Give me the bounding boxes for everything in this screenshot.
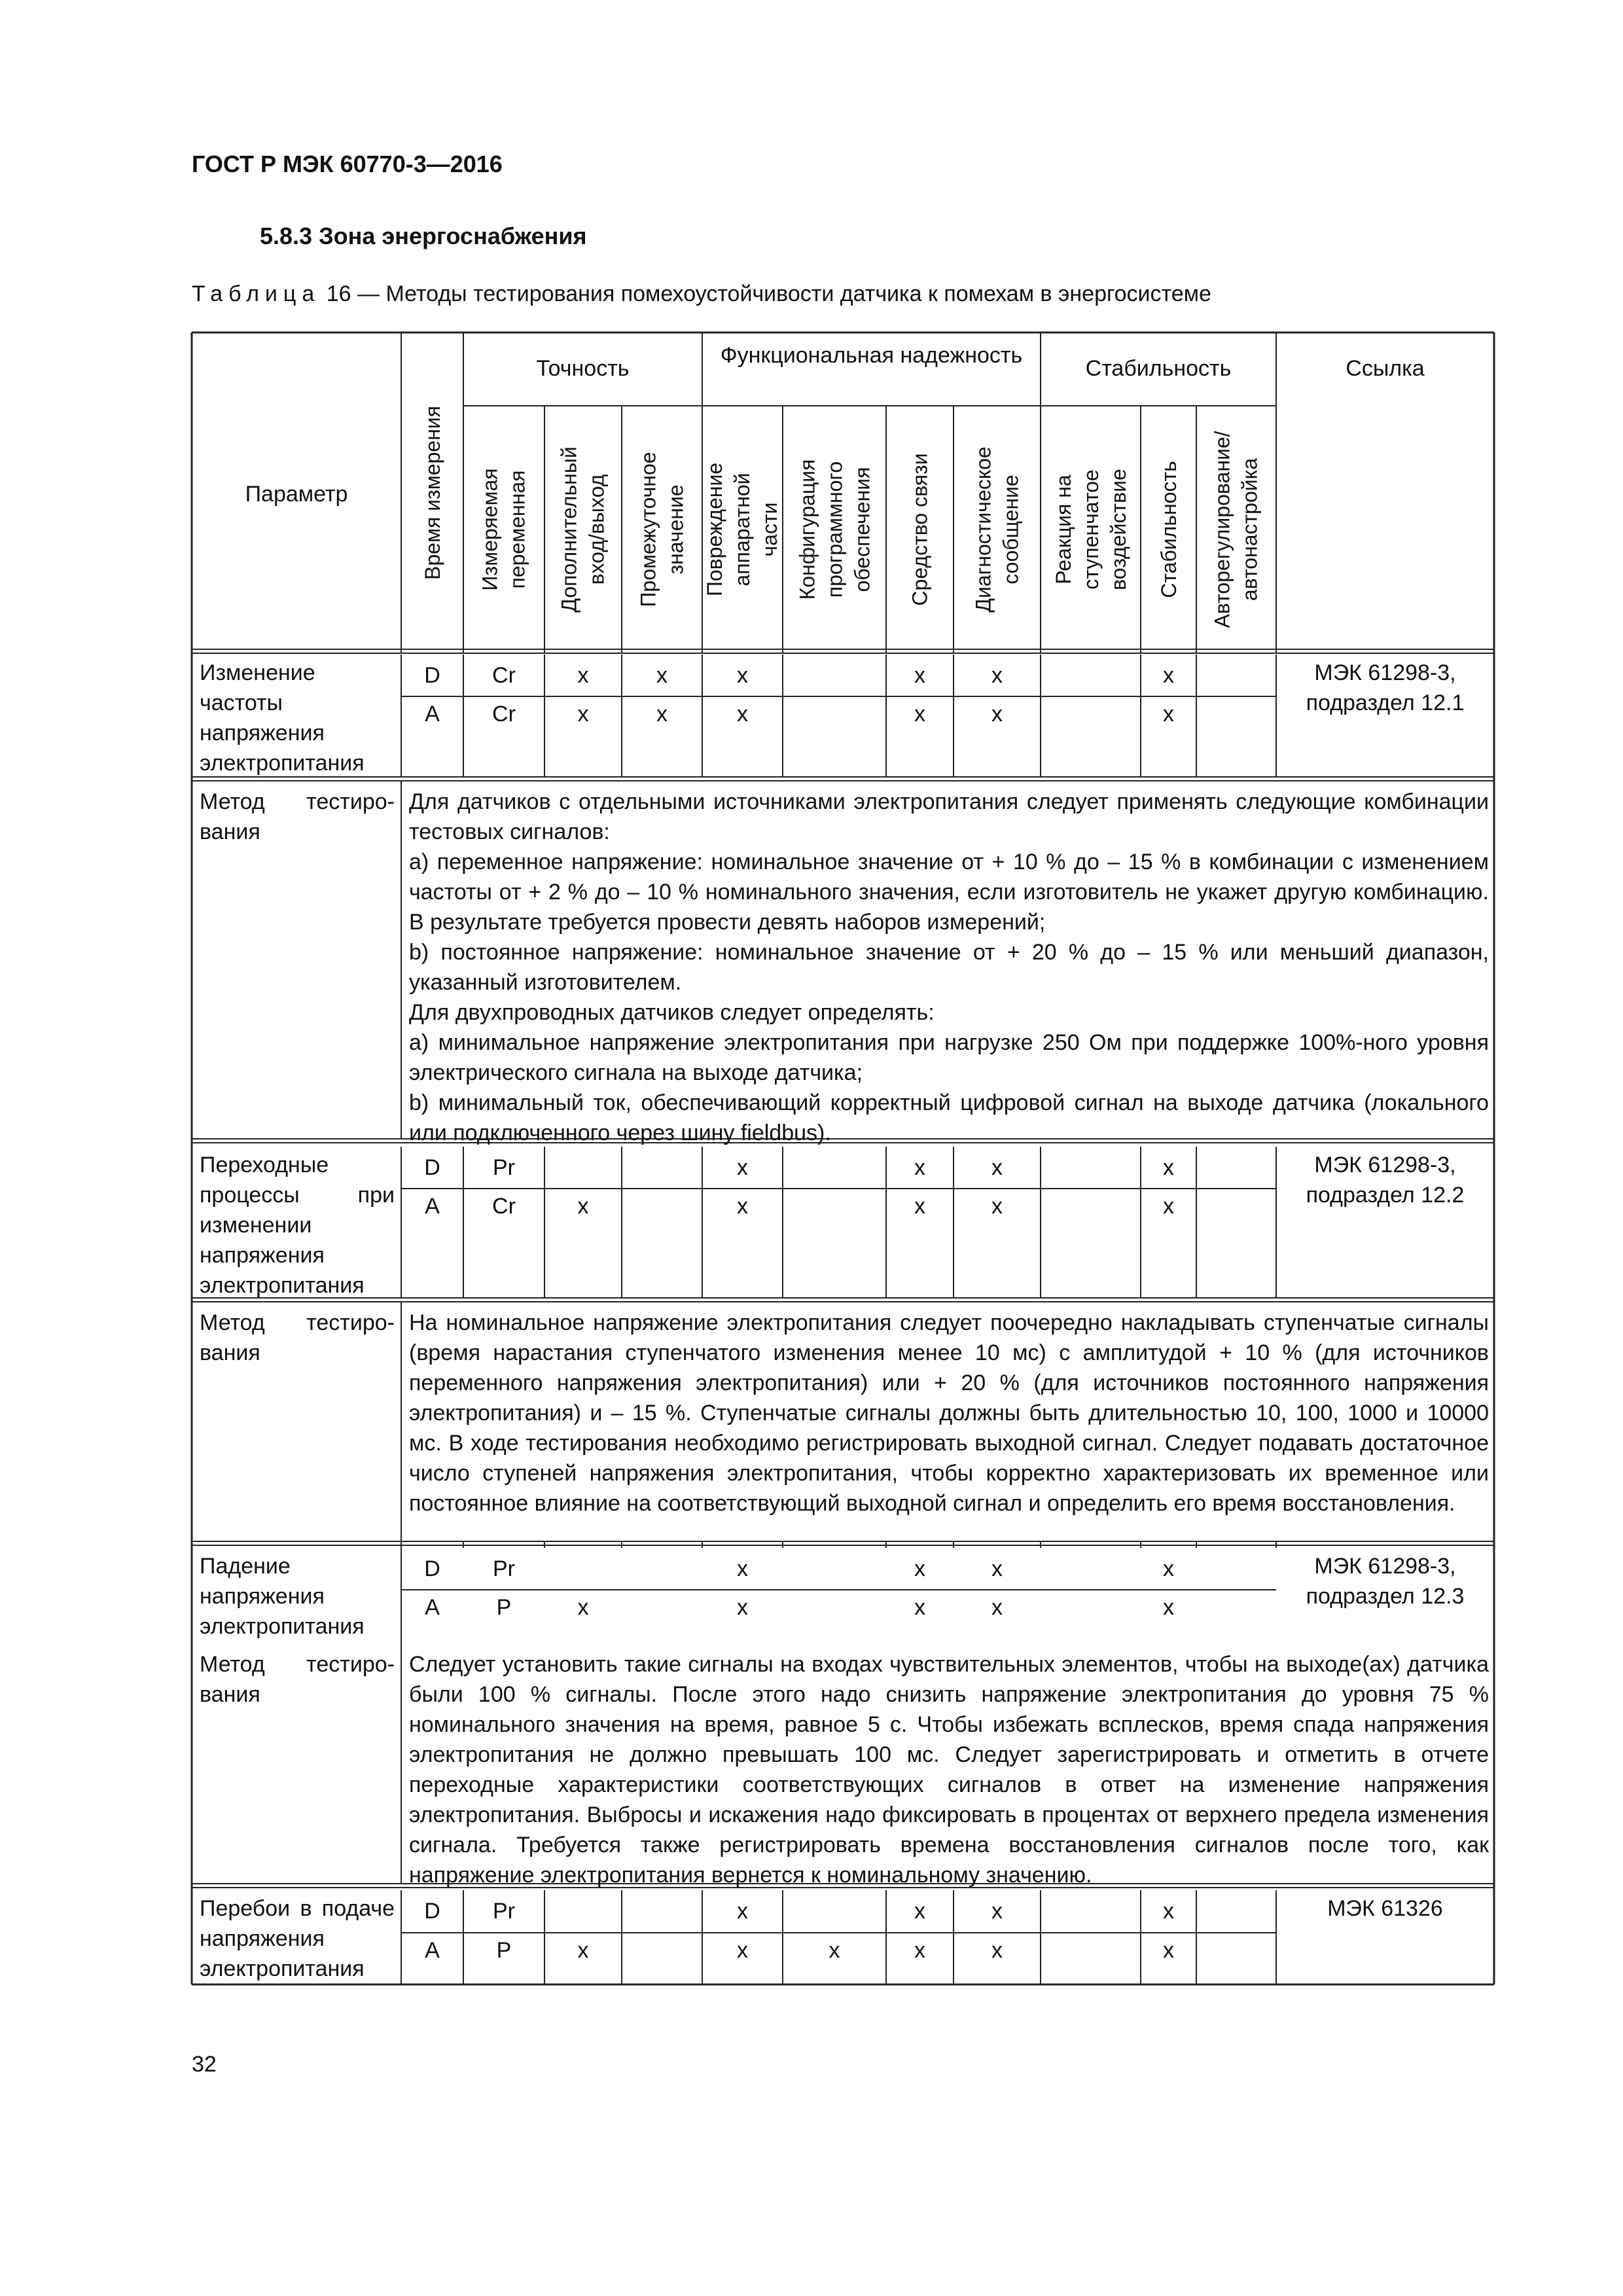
header-col-4-label: Промежуточное значение bbox=[636, 452, 688, 607]
header-col-1 bbox=[401, 332, 463, 653]
method-paragraph: Следует установить такие сигналы на входах чувствительных элементов, чтобы на выходе(ах) датчика были 100 % сигналы. После этого надо снизить напряжение электропитания до уровня 75 % номинального значения на время, равное 5 с. Чтобы избежать всплесков, время спада напряжения электропитания не должно превышать 100 мс. Следует зарегистрировать и отметить в отчете переходные характеристики соответствующих сигналов в ответ на изменение напряжения электропитания. Выбросы и искажения надо фиксировать в процентах от верхнего предела изменения сигнала. Требуется также регистрировать времена восстановления сигналов после того, как напряжение электропитания вернется к номинальному значению. bbox=[409, 1652, 1489, 1888]
mark-cell: x bbox=[991, 1595, 1003, 1620]
mark-cell: x bbox=[577, 1595, 589, 1620]
header-col-3 bbox=[544, 406, 622, 653]
mark-cell: x bbox=[1163, 663, 1174, 688]
table-caption-prefix: Таблица bbox=[192, 281, 321, 306]
header-group-accuracy: Точность bbox=[536, 356, 630, 381]
method-paragraph: а) переменное напряжение: номинальное значение от + 10 % до – 15 % в комбинации с изменением частоты от + 2 % до – 10 % номинального значения, если изготовитель не укажет другую комбинацию. В результате требуется провести девять наборов измерений; bbox=[409, 850, 1489, 935]
mark-cell: A bbox=[425, 1194, 440, 1219]
mark-cell: x bbox=[737, 1155, 748, 1180]
header-parameter: Параметр bbox=[245, 482, 348, 507]
mark-cell: x bbox=[914, 663, 925, 688]
mark-cell: P bbox=[496, 1595, 512, 1620]
mark-cell: x bbox=[914, 1155, 925, 1180]
parameter-cell: Падение напряжения электропитания bbox=[200, 1554, 365, 1639]
page-number: 32 bbox=[192, 2052, 217, 2077]
header-col-11-label: Авторегулирование/ автонастройка bbox=[1211, 431, 1262, 628]
mark-cell: x bbox=[914, 1556, 925, 1581]
mark-cell: x bbox=[737, 1556, 748, 1581]
mark-cell: x bbox=[991, 702, 1003, 726]
header-col-5 bbox=[702, 406, 783, 653]
mark-cell: x bbox=[829, 1938, 840, 1963]
reference-cell: МЭК 61298-3, подраздел 12.1 bbox=[1306, 660, 1465, 715]
mark-cell: D bbox=[424, 1155, 440, 1180]
parameter-cell: Изменение частоты напряжения электропитания bbox=[200, 660, 365, 776]
method-paragraph: а) минимальное напряжение электропитания при нагрузке 250 Ом при поддержке 100%-ного уровня электрического сигнала на выходе датчика; bbox=[409, 1030, 1489, 1085]
mark-cell: x bbox=[737, 1899, 748, 1924]
section-title: 5.8.3 Зона энергоснабжения bbox=[260, 223, 587, 249]
mark-cell: x bbox=[656, 663, 668, 688]
mark-cell: A bbox=[425, 1595, 440, 1620]
method-text bbox=[409, 1649, 1489, 1890]
mark-cell: x bbox=[991, 1155, 1003, 1180]
mark-cell: x bbox=[1163, 1155, 1174, 1180]
mark-cell: x bbox=[577, 663, 589, 688]
document-header: ГОСТ Р МЭК 60770-3—2016 bbox=[192, 151, 503, 177]
mark-cell: x bbox=[914, 1899, 925, 1924]
mark-cell: x bbox=[1163, 702, 1174, 726]
mark-cell: Cr bbox=[492, 702, 516, 726]
reference-cell: МЭК 61298-3, подраздел 12.2 bbox=[1306, 1153, 1465, 1208]
header-col-2-label: Измеряемая переменная bbox=[478, 468, 529, 591]
mark-cell: x bbox=[737, 1194, 748, 1219]
header-col-8-label: Диагностическое сообщение bbox=[971, 446, 1023, 613]
mark-cell: x bbox=[991, 663, 1003, 688]
mark-cell: x bbox=[737, 702, 748, 726]
mark-cell: x bbox=[737, 1595, 748, 1620]
method-paragraph: b) постоянное напряжение: номинальное значение от + 20 % до – 15 % или меньший диапазон, указанный изготовителем. bbox=[409, 940, 1489, 995]
header-col-6 bbox=[783, 406, 886, 653]
mark-cell: x bbox=[914, 1938, 925, 1963]
mark-cell: x bbox=[656, 702, 668, 726]
mark-cell: Cr bbox=[492, 663, 516, 688]
mark-cell: Cr bbox=[492, 1194, 516, 1219]
mark-cell: Pr bbox=[493, 1155, 515, 1180]
mark-cell: x bbox=[577, 1194, 589, 1219]
header-group-reliability: Функциональная надежность bbox=[720, 343, 1023, 368]
method-paragraph: Для двухпроводных датчиков следует определять: bbox=[409, 1000, 935, 1025]
mark-cell: x bbox=[737, 663, 748, 688]
parameter-cell: Переходные процессы при изменении напряжения электропитания bbox=[200, 1153, 395, 1298]
mark-cell: x bbox=[737, 1938, 748, 1963]
header-col-7-label: Средство связи bbox=[908, 453, 932, 606]
header-col-6-label: Конфигурация программного обеспечения bbox=[795, 459, 874, 600]
header-col-9 bbox=[1041, 406, 1141, 653]
mark-cell: x bbox=[991, 1194, 1003, 1219]
header-col-5-label: Повреждение аппаратной части bbox=[703, 462, 782, 597]
header-col-3-label: Дополнительный вход/выход bbox=[558, 446, 609, 613]
method-paragraph: Для датчиков с отдельными источниками электропитания следует применять следующие комбинации тестовых сигналов: bbox=[409, 789, 1489, 844]
mark-cell: x bbox=[991, 1556, 1003, 1581]
table-caption-text: 16 — Методы тестирования помехоустойчивости датчика к помехам в энергосистеме bbox=[326, 281, 1211, 306]
method-text bbox=[409, 787, 1489, 1148]
header-group-stability: Стабильность bbox=[1085, 356, 1232, 381]
method-label: Метод тестиро-вания bbox=[200, 1310, 395, 1365]
mark-cell: A bbox=[425, 1938, 440, 1963]
parameter-cell: Перебои в подаче напряжения электропитания bbox=[200, 1896, 395, 1981]
mark-cell: x bbox=[1163, 1595, 1174, 1620]
header-col-4 bbox=[622, 406, 702, 653]
mark-cell: x bbox=[1163, 1556, 1174, 1581]
mark-cell: x bbox=[914, 702, 925, 726]
header-col-7 bbox=[886, 406, 954, 653]
mark-cell: P bbox=[496, 1938, 512, 1963]
method-label: Метод тестиро-вания bbox=[200, 1652, 395, 1707]
mark-cell: D bbox=[424, 1899, 440, 1924]
header-col-10 bbox=[1141, 406, 1196, 653]
mark-cell: x bbox=[991, 1938, 1003, 1963]
header-col-10-label: Стабильность bbox=[1156, 461, 1181, 598]
mark-cell: A bbox=[425, 702, 440, 726]
header-col-9-label: Реакция на ступенчатое воздействие bbox=[1051, 469, 1130, 590]
header-col-2 bbox=[463, 406, 544, 653]
mark-cell: D bbox=[424, 1556, 440, 1581]
method-paragraph: На номинальное напряжение электропитания следует поочередно накладывать ступенчатые сигналы (время нарастания ступенчатого изменения менее 10 мс) с амплитудой + 10 % (для источников переменного напряжения электропитания) или + 20 % (для источников постоянного напряжения электропитания) и – 15 %. Ступенчатые сигналы должны быть длительностью 10, 100, 1000 и 10000 мс. В ходе тестирования необходимо регистрировать выходной сигнал. Следует подавать достаточное число ступеней напряжения электропитания, чтобы корректно характеризовать их временное или постоянное влияние на соответствующий выходной сигнал и определить его время восстановления. bbox=[409, 1310, 1489, 1516]
method-text bbox=[409, 1308, 1489, 1518]
header-col-1-label: Время измерения bbox=[420, 406, 444, 580]
mark-cell: x bbox=[914, 1595, 925, 1620]
reference-cell: МЭК 61298-3, подраздел 12.3 bbox=[1306, 1554, 1465, 1609]
reference-cell: МЭК 61326 bbox=[1327, 1896, 1443, 1921]
method-label: Метод тестиро-вания bbox=[200, 789, 395, 844]
header-col-8 bbox=[954, 406, 1041, 653]
mark-cell: x bbox=[1163, 1938, 1174, 1963]
mark-cell: x bbox=[577, 702, 589, 726]
mark-cell: x bbox=[1163, 1899, 1174, 1924]
mark-cell: x bbox=[1163, 1194, 1174, 1219]
mark-cell: x bbox=[991, 1899, 1003, 1924]
mark-cell: D bbox=[424, 663, 440, 688]
mark-cell: x bbox=[914, 1194, 925, 1219]
header-col-11 bbox=[1196, 406, 1276, 653]
mark-cell: x bbox=[577, 1938, 589, 1963]
method-paragraph: b) минимальный ток, обеспечивающий корректный цифровой сигнал на выходе датчика (локального или подключенного через шину fieldbus). bbox=[409, 1090, 1489, 1145]
mark-cell: Pr bbox=[493, 1899, 515, 1924]
header-group-reference: Ссылка bbox=[1346, 356, 1425, 381]
mark-cell: Pr bbox=[493, 1556, 515, 1581]
